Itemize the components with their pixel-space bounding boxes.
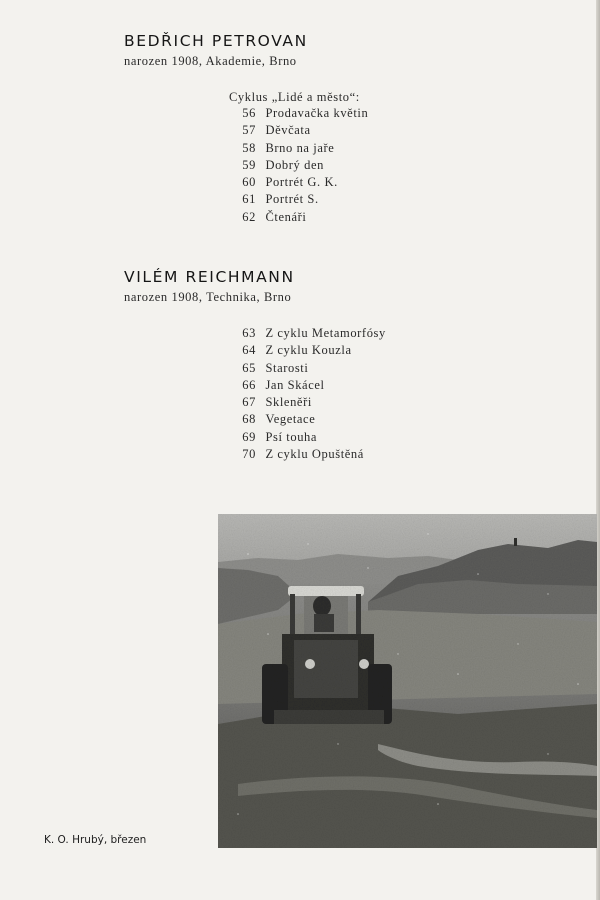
- work-number: 70: [242, 447, 256, 462]
- list-item: [226, 157, 368, 174]
- work-number: 56: [242, 106, 256, 120]
- list-item: [226, 446, 386, 463]
- works-list: [226, 105, 368, 226]
- work-title: Portrét S.: [265, 192, 319, 207]
- list-item: [226, 140, 368, 157]
- list-item: [226, 122, 368, 139]
- work-number: 61: [242, 192, 256, 207]
- list-item: [226, 411, 386, 428]
- tractor-photo: [218, 514, 597, 848]
- artist-info: narozen 1908, Technika, Brno: [124, 290, 292, 304]
- work-title: Starosti: [265, 360, 309, 375]
- work-title: Dobrý den: [265, 157, 324, 172]
- work-title: Děvčata: [265, 123, 311, 138]
- artist-name: BEDŘICH PETROVAN: [124, 32, 308, 50]
- work-title: Psí touha: [265, 429, 318, 444]
- cycle-title: Cyklus „Lidé a město“:: [229, 90, 360, 104]
- work-number: 66: [242, 377, 256, 392]
- work-title: Brno na jaře: [265, 140, 335, 155]
- work-title: Z cyklu Opuštěná: [265, 447, 364, 462]
- work-title: Prodavačka květin: [265, 106, 369, 120]
- work-number: 68: [242, 412, 256, 427]
- list-item: [226, 394, 386, 411]
- work-title: Portrét G. K.: [265, 175, 338, 190]
- work-number: 62: [242, 209, 256, 224]
- works-list: [226, 325, 386, 463]
- work-title: Skleněři: [265, 395, 312, 410]
- list-item: [226, 209, 368, 226]
- work-number: 65: [242, 360, 256, 375]
- work-number: 60: [242, 175, 256, 190]
- work-number: 58: [242, 140, 256, 155]
- list-item: [226, 191, 368, 208]
- work-number: 63: [242, 326, 256, 340]
- list-item: [226, 360, 386, 377]
- work-title: Z cyklu Metamorfósy: [265, 326, 386, 340]
- list-item: [226, 429, 386, 446]
- work-title: Vegetace: [265, 412, 316, 427]
- work-number: 64: [242, 343, 256, 358]
- list-item: [226, 377, 386, 394]
- list-item: [226, 174, 368, 191]
- list-item: [226, 105, 368, 122]
- list-item: [226, 342, 386, 359]
- work-number: 67: [242, 395, 256, 410]
- work-title: Čtenáři: [265, 209, 307, 224]
- list-item: [226, 325, 386, 342]
- work-number: 59: [242, 157, 256, 172]
- work-number: 69: [242, 429, 256, 444]
- artist-name: VILÉM REICHMANN: [124, 268, 295, 286]
- artist-info: narozen 1908, Akademie, Brno: [124, 54, 297, 68]
- work-number: 57: [242, 123, 256, 138]
- work-title: Jan Skácel: [265, 377, 325, 392]
- photo-caption: K. O. Hrubý, březen: [44, 834, 147, 846]
- work-title: Z cyklu Kouzla: [265, 343, 352, 358]
